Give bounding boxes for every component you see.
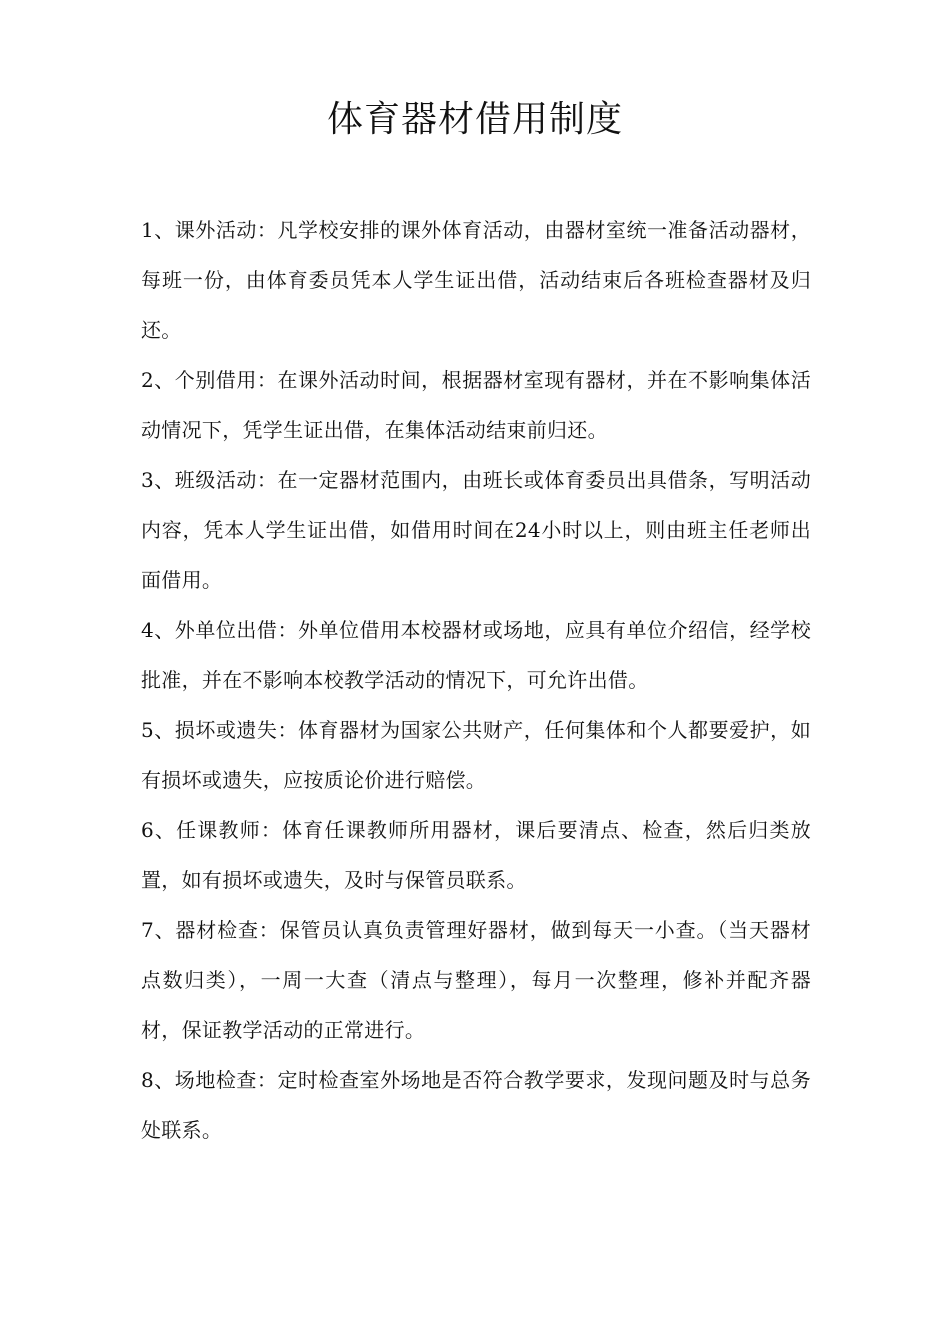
paragraph-8: 8、场地检查：定时检查室外场地是否符合教学要求，发现问题及时与总务处联系。 (141, 1068, 811, 1142)
paragraph-2: 2、个别借用：在课外活动时间，根据器材室现有器材，并在不影响集体活动情况下，凭学生证出借，在集体活动结束前归还。 (141, 368, 811, 442)
paragraph-6: 6、任课教师：体育任课教师所用器材，课后要清点、检查，然后归类放置，如有损坏或遗失，及时与保管员联系。 (141, 818, 811, 892)
document-title: 体育器材借用制度 (326, 99, 623, 140)
paragraph-1: 1、课外活动：凡学校安排的课外体育活动，由器材室统一准备活动器材，每班一份，由体育委员凭本人学生证出借，活动结束后各班检查器材及归还。 (141, 218, 811, 342)
document-body (141, 205, 811, 1155)
paragraph-4: 4、外单位出借：外单位借用本校器材或场地，应具有单位介绍信，经学校批准，并在不影响本校教学活动的情况下，可允许出借。 (141, 618, 811, 692)
paragraph-3: 3、班级活动：在一定器材范围内，由班长或体育委员出具借条，写明活动内容，凭本人学生证出借，如借用时间在24小时以上，则由班主任老师出面借用。 (141, 468, 811, 592)
paragraph-7: 7、器材检查：保管员认真负责管理好器材，做到每天一小查。（当天器材点数归类），一周一大查（清点与整理），每月一次整理，修补并配齐器材，保证教学活动的正常进行。 (141, 918, 811, 1042)
paragraph-5: 5、损坏或遗失：体育器材为国家公共财产，任何集体和个人都要爱护，如有损坏或遗失，应按质论价进行赔偿。 (141, 718, 811, 792)
